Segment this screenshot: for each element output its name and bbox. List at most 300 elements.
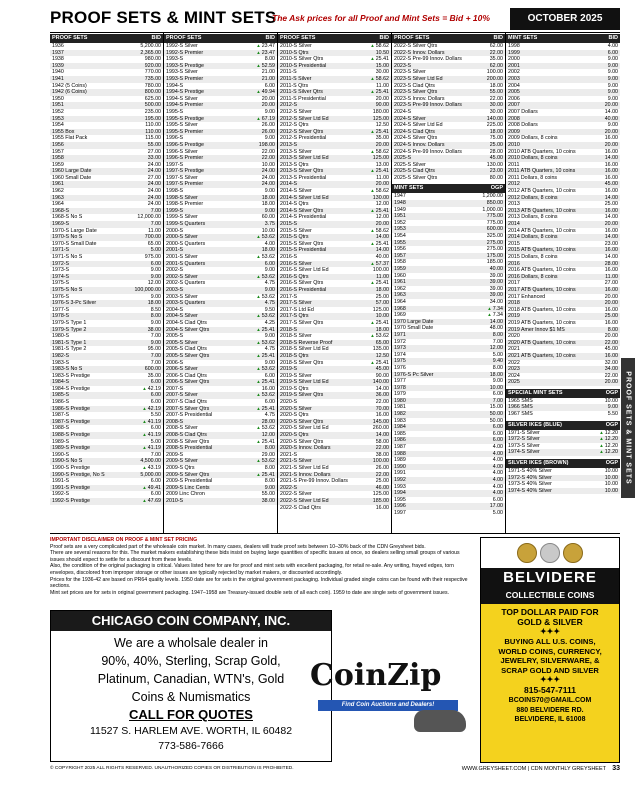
table-row	[164, 162, 277, 169]
item-price: 6.00	[492, 496, 503, 503]
price-rows	[278, 43, 391, 511]
item-price: ▲ 58.62	[370, 148, 389, 155]
item-name: 2020-S Qtrs	[280, 432, 309, 439]
column-header: PROOF SETS BID	[280, 35, 389, 41]
silver-coin-icon	[540, 543, 560, 563]
table-row	[392, 226, 505, 233]
table-row	[164, 445, 277, 452]
item-price: 57.00	[375, 300, 389, 307]
item-name: 2007-S Silver Qtrs	[166, 405, 210, 412]
table-row	[278, 129, 391, 136]
item-price: 6.00	[492, 391, 503, 398]
item-name: 1951	[394, 213, 406, 220]
item-price: 20.00	[375, 181, 389, 188]
table-row	[506, 142, 620, 149]
item-price: 100,000.00	[134, 286, 161, 293]
table-row	[506, 411, 620, 418]
item-price: ▲ 58.62	[370, 75, 389, 82]
item-price: 6.00	[607, 49, 618, 56]
table-row	[506, 468, 620, 475]
table-row	[164, 307, 277, 314]
item-name: 1970-S Small Date	[52, 240, 97, 247]
item-price: ▲ 53.62	[370, 333, 389, 340]
belvidere-ad	[480, 537, 620, 763]
table-row	[50, 320, 163, 327]
proof-sets-column-3	[278, 33, 392, 533]
table-row	[50, 294, 163, 301]
item-name: 1966 SMS	[508, 404, 533, 411]
table-row	[392, 129, 505, 136]
item-name: 1994	[394, 490, 406, 497]
item-name: 2000-S	[166, 227, 184, 234]
item-name: 1957	[394, 252, 406, 259]
table-row	[50, 221, 163, 228]
item-name: 2007-S Silver	[166, 392, 198, 399]
price-up-icon: ▲	[599, 436, 604, 442]
item-name: 2010-S Silver	[280, 43, 312, 49]
item-price: 62.00	[489, 62, 503, 69]
item-price: 8.00	[264, 465, 275, 471]
table-row	[506, 168, 620, 175]
item-name: 1994-S Prestige	[166, 89, 204, 96]
item-price: 60.00	[261, 214, 275, 221]
table-row	[164, 56, 277, 63]
table-row	[278, 234, 391, 241]
item-name: 2022-S Clad Qtrs	[280, 504, 321, 511]
item-price: 100.00	[372, 458, 389, 465]
item-name: 2019-S Qtrs	[280, 385, 309, 392]
item-price: 22.00	[489, 49, 503, 56]
item-price: 235.00	[144, 108, 161, 115]
item-price: ▲ 53.62	[256, 254, 275, 260]
item-name: 2023-S Silver Ltd Ed	[394, 75, 443, 82]
table-row	[278, 155, 391, 162]
item-name: 1971	[394, 331, 406, 338]
table-row	[392, 332, 505, 339]
table-row	[50, 241, 163, 248]
item-name: 1947	[394, 193, 406, 200]
item-price: 16.00	[604, 247, 618, 254]
table-row	[164, 175, 277, 182]
item-price: 10.50	[375, 49, 389, 56]
item-price: 5.00	[150, 438, 161, 445]
item-name: 1998-S Silver	[166, 194, 198, 201]
item-name: 1977-S	[52, 306, 70, 313]
item-name: 1997-S Prestige	[166, 168, 204, 175]
item-price: 10.00	[604, 474, 618, 481]
table-row	[278, 135, 391, 142]
item-price: 275.00	[486, 246, 503, 253]
item-name: 2016-S Silver Ltd Ed	[280, 267, 329, 274]
table-row	[278, 412, 391, 419]
item-name: 2000-S Quarters	[166, 240, 206, 247]
item-price: 6.00	[150, 392, 161, 399]
table-row	[392, 306, 505, 313]
price-up-icon: ▲	[142, 484, 147, 490]
table-row	[392, 325, 505, 332]
item-name: 2012-S Presidential	[280, 135, 327, 142]
table-row	[278, 83, 391, 90]
item-price: 12.00	[147, 280, 161, 287]
item-price: 185.00	[372, 497, 389, 504]
item-name: 2006-S Silver Qtrs	[166, 379, 210, 386]
item-name: 1987-S	[52, 412, 70, 419]
table-row	[50, 129, 163, 136]
item-price: 7.00	[150, 359, 161, 366]
item-price: ▲ 12.20	[599, 442, 618, 449]
item-price: 39.00	[489, 285, 503, 292]
item-name: 1955 Box	[52, 128, 75, 135]
table-row	[278, 168, 391, 175]
table-row	[164, 195, 277, 202]
price-up-icon: ▲	[142, 418, 147, 424]
item-price: 10.00	[261, 161, 275, 168]
table-row	[506, 320, 620, 327]
item-name: 1995-S Prestige	[166, 115, 204, 122]
table-row	[506, 333, 620, 340]
table-row	[278, 307, 391, 314]
item-name: 1964	[394, 298, 406, 305]
item-price: 16.00	[604, 306, 618, 313]
table-row	[50, 43, 163, 50]
item-price: 4.75	[264, 300, 275, 307]
item-price: 110.00	[145, 122, 161, 129]
item-name: 2009-S	[166, 451, 184, 458]
item-name: 2013-S Silver	[280, 148, 312, 155]
table-row	[278, 491, 391, 498]
item-name: 1964	[52, 201, 64, 208]
table-row	[164, 294, 277, 301]
table-row	[392, 404, 505, 411]
table-row	[392, 246, 505, 253]
price-up-icon: ▲	[256, 293, 261, 299]
table-row	[392, 391, 505, 398]
table-row	[50, 425, 163, 432]
item-price: 90.00	[375, 372, 389, 379]
item-price: 39.00	[489, 279, 503, 286]
table-row	[50, 419, 163, 426]
item-name: 1973-S Silver	[508, 442, 540, 449]
item-name: 2019-S Silver Qtrs	[280, 392, 324, 399]
price-up-icon: ▲	[142, 385, 147, 391]
item-name: 1953	[394, 226, 406, 233]
table-row	[506, 379, 620, 386]
price-up-icon: ▲	[256, 313, 261, 319]
item-name: 2022	[508, 359, 520, 366]
price-up-icon: ▲	[599, 449, 604, 455]
item-price: 24.00	[147, 194, 161, 201]
item-name: 1973	[394, 345, 406, 352]
item-name: 2008-S Silver	[166, 425, 198, 432]
item-name: 2014-S	[280, 181, 298, 188]
item-name: 2016 ATB Quarters, 10 coins	[508, 267, 576, 274]
table-row	[506, 366, 620, 373]
item-price: 180.00	[372, 108, 389, 115]
table-row	[392, 431, 505, 438]
table-row	[506, 300, 620, 307]
item-price: 16.00	[604, 207, 618, 214]
table-row	[164, 155, 277, 162]
table-row	[506, 404, 620, 411]
item-price: 17.00	[489, 503, 503, 510]
item-name: 1983	[394, 417, 406, 424]
item-name: 2021-S Silver	[280, 458, 312, 465]
table-row	[392, 43, 505, 50]
item-name: 2018-S Silver	[280, 333, 312, 340]
item-price: 24.00	[147, 161, 161, 168]
item-name: 1993	[394, 483, 406, 490]
item-name: 1992-S Premier	[166, 49, 204, 56]
item-price: 18.00	[489, 371, 503, 378]
item-price: 6.00	[150, 478, 161, 485]
table-row	[278, 261, 391, 268]
item-price: 10.00	[604, 481, 618, 488]
item-name: 2011 ATB Quarters, 10 coins	[508, 168, 576, 175]
table-row	[392, 135, 505, 142]
table-row	[506, 201, 620, 208]
proof-sets-column-1	[50, 33, 164, 533]
item-price: 65.00	[375, 339, 389, 346]
item-price: 8.00	[264, 478, 275, 485]
item-name: 1994-S Silver	[166, 95, 198, 102]
disclaimer-line: Proof sets are a very complicated part of the wholesale coin market. In many cases, dealers will trade proof sets between 10–30% back of the CDN Greysheet bids.	[50, 543, 426, 550]
item-price: 48.00	[489, 325, 503, 332]
item-price: 70.00	[375, 405, 389, 412]
item-price: 22.00	[604, 372, 618, 379]
item-name: 1941	[52, 75, 64, 82]
table-row	[50, 445, 163, 452]
item-name: 1996	[394, 503, 406, 510]
item-price: 5.00	[492, 351, 503, 358]
ad-address: 11527 S. HARLEM AVE. WORTH, IL 60482	[89, 725, 293, 737]
table-row	[50, 195, 163, 202]
table-row	[50, 412, 163, 419]
item-price: 16.00	[604, 227, 618, 234]
table-row	[392, 444, 505, 451]
table-row	[506, 83, 620, 90]
item-price: ▲ 49.94	[256, 89, 275, 96]
table-row	[392, 213, 505, 220]
item-price: 4.25	[264, 319, 275, 326]
table-row	[392, 503, 505, 510]
item-price: ▲ 25.41	[370, 56, 389, 63]
item-price: 9.00	[264, 207, 275, 214]
item-name: 2019	[508, 313, 520, 320]
table-row	[278, 472, 391, 479]
table-row	[392, 292, 505, 299]
table-row	[164, 168, 277, 175]
table-row	[392, 116, 505, 123]
table-row	[392, 200, 505, 207]
page-subtitle: The Ask prices for all Proof and Mint Sets = Bid + 10%	[272, 13, 490, 23]
table-row	[506, 175, 620, 182]
ad-body: We are a wholsale dealer in 90%, 40%, Sterling, Scrap Gold, Platinum, Canadian, WTN's, Gold Coins & Numismatics CALL FOR QUOTES	[51, 631, 331, 724]
table-row	[392, 497, 505, 504]
item-price: 9.00	[607, 69, 618, 76]
item-name: 2023	[508, 366, 520, 373]
item-price: 55.00	[489, 89, 503, 96]
item-name: 1977	[394, 378, 406, 385]
table-row	[506, 56, 620, 63]
table-row	[506, 241, 620, 248]
table-row	[164, 340, 277, 347]
gold-coin-icon	[517, 543, 537, 563]
table-row	[392, 411, 505, 418]
item-price: 27.00	[147, 148, 161, 155]
table-row	[392, 418, 505, 425]
item-price: 125.00	[372, 155, 389, 162]
table-row	[392, 122, 505, 129]
item-name: 2013 Dollars, 8 coins	[508, 214, 558, 221]
item-name: 1987-S Prestige	[52, 418, 90, 425]
table-row	[392, 266, 505, 273]
item-price: 4.00	[492, 444, 503, 451]
item-price: 8.50	[150, 306, 161, 313]
table-row	[506, 102, 620, 109]
item-name: 1980	[394, 397, 406, 404]
table-row	[164, 491, 277, 498]
item-price: ▲ 41.19	[142, 432, 161, 439]
price-up-icon: ▲	[599, 429, 604, 435]
item-price: 35.00	[375, 135, 389, 142]
price-up-icon: ▲	[370, 75, 375, 81]
item-price: 100.00	[372, 267, 389, 274]
table-row	[50, 201, 163, 208]
item-name: 2017-S Ltd Ed	[280, 306, 314, 313]
table-row	[506, 69, 620, 76]
table-row	[164, 254, 277, 261]
item-name: 2005	[508, 89, 520, 96]
item-price: 10.00	[489, 384, 503, 391]
item-name: 2024-S	[394, 108, 412, 115]
table-row	[278, 102, 391, 109]
item-name: 2014-S Silver	[280, 188, 312, 195]
item-name: 1998-S Premier	[166, 201, 204, 208]
table-row	[278, 327, 391, 334]
table-row	[278, 346, 391, 353]
table-row	[392, 63, 505, 70]
item-price: 8.00	[492, 331, 503, 338]
item-price: 24.00	[261, 174, 275, 181]
gold-coin-icon	[563, 543, 583, 563]
item-price: 920.00	[144, 62, 161, 69]
table-row	[50, 76, 163, 83]
table-row	[506, 122, 620, 129]
table-row	[506, 449, 620, 456]
item-name: 1972-S 40% Silver	[508, 474, 552, 481]
table-row	[506, 116, 620, 123]
item-name: 2016	[508, 260, 520, 267]
item-name: 2001-S Silver	[166, 254, 198, 260]
item-price: ▲ 12.20	[599, 429, 618, 436]
item-name: 1983-S No S	[52, 366, 83, 373]
table-row	[164, 228, 277, 235]
table-row	[506, 294, 620, 301]
item-price: 145.00	[372, 418, 389, 425]
item-price: 12,000.00	[137, 214, 161, 221]
item-price: 16.00	[261, 385, 275, 392]
table-row	[392, 149, 505, 156]
table-row	[278, 478, 391, 485]
table-row	[506, 373, 620, 380]
item-name: 2025-S Clad Qtrs	[394, 168, 435, 175]
price-rows	[50, 43, 163, 505]
item-price: ▲ 53.62	[256, 458, 275, 465]
item-price: 4.00	[492, 490, 503, 497]
price-rows	[506, 430, 620, 456]
item-name: 2018-S Silver Qtrs	[280, 359, 324, 366]
table-row	[164, 201, 277, 208]
item-price: 980.00	[144, 56, 161, 63]
item-name: 2013-S	[280, 141, 298, 148]
item-name: 2012-S Silver Qtrs	[280, 128, 324, 135]
table-row	[392, 279, 505, 286]
price-up-icon: ▲	[487, 312, 492, 318]
table-row	[50, 366, 163, 373]
coinzip-logo: CoinZip	[310, 658, 442, 693]
item-price: 16.00	[604, 286, 618, 293]
item-name: 1999	[508, 49, 520, 56]
item-name: 1997-S	[166, 161, 184, 168]
item-name: 2015-S Presidential	[280, 247, 327, 254]
table-row	[392, 109, 505, 116]
item-name: 1989-S	[52, 438, 70, 445]
table-row	[50, 399, 163, 406]
item-price: 20.00	[604, 141, 618, 148]
disclaimer-heading: IMPORTANT DISCLAIMER ON PROOF & MINT SET PRICING	[50, 537, 198, 543]
table-row	[506, 488, 620, 495]
price-up-icon: ▲	[256, 366, 261, 372]
item-name: 2007-S	[166, 385, 184, 392]
item-name: 2013-S Silver Qtrs	[280, 168, 324, 175]
item-name: 1963	[394, 292, 406, 299]
table-row	[164, 379, 277, 386]
item-name: 1958	[52, 155, 64, 162]
table-row	[392, 50, 505, 57]
table-row	[278, 56, 391, 63]
item-name: 2018 ATB Quarters, 10 coins	[508, 306, 576, 313]
item-name: 1973-S 40% Silver	[508, 481, 552, 488]
date-badge: OCTOBER 2025	[510, 8, 620, 30]
item-price: 20.00	[261, 95, 275, 102]
pricing-disclaimer	[50, 537, 470, 605]
item-name: 1978	[394, 384, 406, 391]
item-name: 2012 Dollars, 8 coins	[508, 194, 558, 201]
item-name: 2009	[508, 128, 520, 135]
item-name: 1954	[394, 233, 406, 240]
table-row	[506, 221, 620, 228]
item-price: 6.00	[150, 491, 161, 498]
item-name: 1996-S	[166, 135, 184, 142]
coinzip-tagline: Find Coin Auctions and Dealers!	[318, 700, 458, 711]
item-name: 1993-S Premier	[166, 75, 204, 82]
table-row	[392, 345, 505, 352]
belvidere-city: BELVIDERE, IL 61008	[514, 716, 586, 724]
item-name: 1958	[394, 259, 406, 266]
item-name: 2015	[508, 240, 520, 247]
table-row	[50, 300, 163, 307]
item-price: ▲ 43.19	[142, 465, 161, 471]
item-name: 1999-S	[166, 207, 184, 214]
item-price: 20.00	[604, 379, 618, 386]
item-name: 2004-S Silver Qtrs	[166, 326, 210, 333]
table-row	[278, 386, 391, 393]
item-price: 5.50	[607, 411, 618, 418]
item-price: 62.00	[489, 43, 503, 49]
table-row	[392, 96, 505, 103]
item-price: 4.00	[492, 477, 503, 483]
item-price: 95.00	[147, 346, 161, 353]
